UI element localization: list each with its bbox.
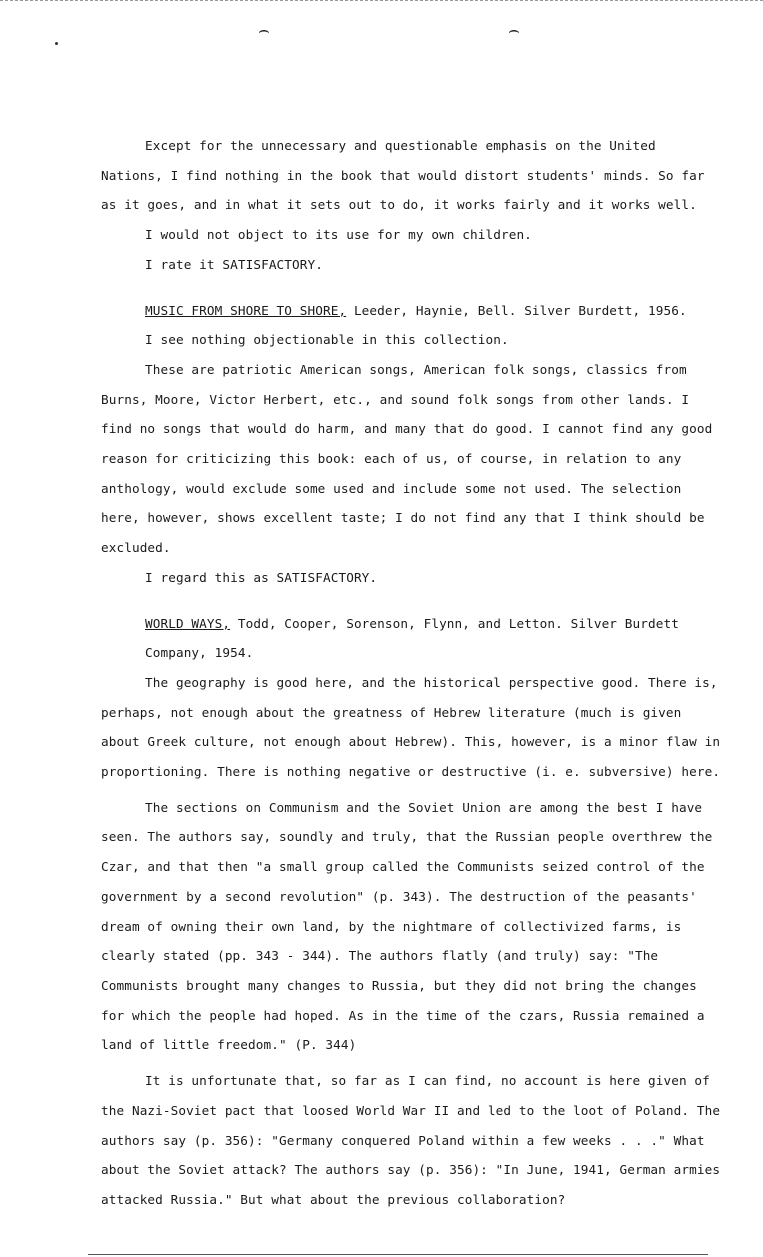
paragraph-nazi-soviet: It is unfortunate that, so far as I can find, no account is here given of the Nazi-Soviet pact that loosed World War II and led to the loot of Poland. The authors say (p. 356): "Germany conquered Poland within a few weeks . . ." What about the Soviet attack? The authors say (p. 356): "In June, 1941, German armies attacked Russia." But what about the previous collaboration? [101,1073,721,1207]
book-details-music: Leeder, Haynie, Bell. Silver Burdett, 1956. [346,302,687,318]
paragraph-own-children: I would not object to its use for my own children. [145,227,532,243]
paragraph-un: Except for the unnecessary and questionable emphasis on the United Nations, I find nothing in the book that would distort students' minds. So far as it goes, and in what it sets out to do, it works fairly and it works well. [101,138,705,213]
paragraph-geography: The geography is good here, and the historical perspective good. There is, perhaps, not enough about the greatness of Hebrew literature (much is given about Greek culture, not enough about Hebrew). This, however, is a minor flaw in proportioning. There is nothing negative or destructive (i. e. subversive) here. [101,674,721,780]
book-title-music: MUSIC FROM SHORE TO SHORE, [145,302,347,318]
scan-speck [55,42,58,45]
book-entry-world-ways [101,609,721,668]
top-dashed-edge [0,0,763,1]
paragraph-communism: The sections on Communism and the Soviet Union are among the best I have seen. The authors say, soundly and truly, that the Russian people overthrew the Czar, and that then "a small group called the Communists seized control of the government by a second revolution" (p. 343). The destruction of the peasants' dream of owning their own land, by the nightmare of collectivized farms, is clearly stated (pp. 343 - 344). The authors flatly (and truly) say: "The Communists brought many changes to Russia, but they did not bring the changes for which the people had hoped. As in the time of the czars, Russia remained a land of little freedom." (P. 344) [101,799,713,1053]
paragraph-patriotic-songs: These are patriotic American songs, American folk songs, classics from Burns, Moore, Victor Herbert, etc., and sound folk songs from other lands. I find no songs that would do harm, and many that do good. I cannot find any good reason for criticizing this book: each of us, of course, in relation to any anthology, would exclude some used and include some not used. The selection here, however, shows excellent taste; I do not find any that I think should be excluded. [101,361,713,556]
book-title-world-ways: WORLD WAYS, [145,615,231,631]
document-page [101,131,721,1215]
rating-line-1: I rate it SATISFACTORY. [145,256,323,272]
rating-line-2: I regard this as SATISFACTORY. [145,569,378,585]
paragraph-nothing-objectionable: I see nothing objectionable in this collection. [145,332,509,348]
bottom-rule [88,1254,708,1255]
book-entry-music [101,296,721,326]
book-details-world-ways: Todd, Cooper, Sorenson, Flynn, and Letton. Silver Burdett Company, 1954. [145,615,679,661]
binding-mark-left: ⌢ [258,20,270,41]
binding-mark-right: ⌢ [508,20,520,41]
